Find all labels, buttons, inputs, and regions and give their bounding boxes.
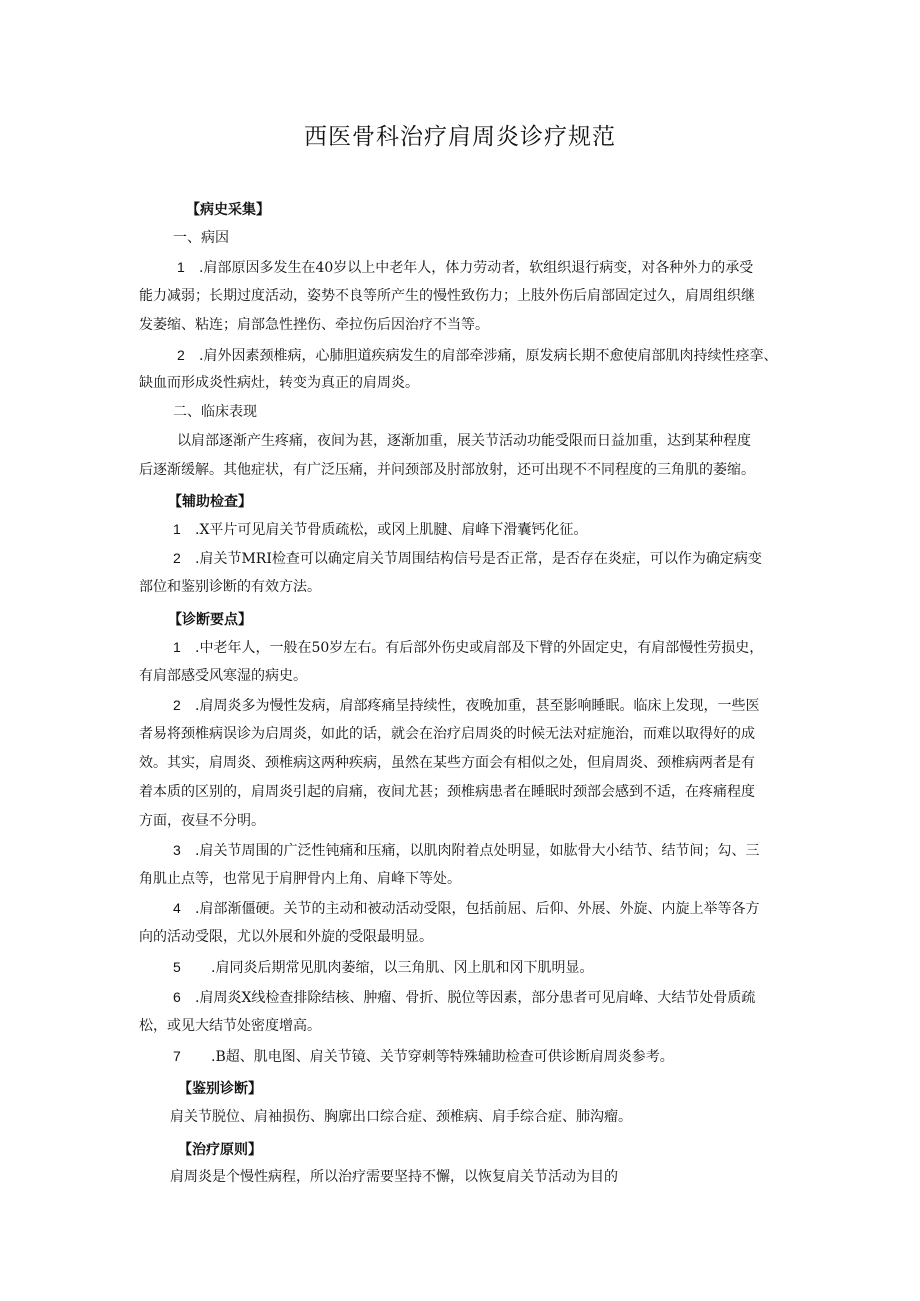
line-text: .肩周炎多为慢性发病，肩部疼痛呈持续性，夜晚加重，甚至影响睡眠。临床上发现，一些医 bbox=[195, 698, 760, 714]
line-text: .肩周炎X线检查排除结核、肿瘤、骨折、脱位等因素，部分患者可见肩峰、大结节处骨质疏 bbox=[195, 990, 756, 1006]
paragraph-line: 有肩部感受风寒湿的病史。 bbox=[139, 668, 307, 684]
paragraph-line bbox=[173, 698, 759, 713]
item-number: 2 bbox=[173, 550, 181, 566]
paragraph-line: 肩周炎是个慢性病程，所以治疗需要坚持不懈，以恢复肩关节活动为目的 bbox=[170, 1169, 618, 1185]
paragraph-line: 发萎缩、粘连；肩部急性挫伤、牵拉伤后因治疗不当等。 bbox=[139, 317, 489, 333]
item-number: 5 bbox=[173, 959, 181, 975]
paragraph-line: 方面，夜昼不分明。 bbox=[139, 813, 265, 829]
document-title: 西医骨科治疗肩周炎诊疗规范 bbox=[304, 124, 616, 150]
paragraph-line: 者易将颈椎病误诊为启周炎，如此的话，就会在治疗启周炎的时候无法对症施治，而难以取得好的成 bbox=[139, 726, 755, 742]
line-text: .中老年人，一般在50岁左右。有后部外伤史或肩部及下臂的外固定史，有肩部慢性劳损史， bbox=[195, 640, 764, 656]
line-text: .肩部渐僵硬。关节的主动和被动活动受限，包括前屈、后仰、外展、外旋、内旋上举等各方 bbox=[195, 901, 760, 917]
subheading-clinical: 二、临床表现 bbox=[173, 404, 257, 420]
section-heading-diagnosis: 【诊断要点】 bbox=[168, 612, 252, 628]
paragraph-line: 后逐渐缓解。其他症状，有广泛压痛，并问颈部及肘部放射，还可出现不不同程度的三角肌的萎缩。 bbox=[139, 462, 755, 478]
line-text: .肩关节MRI检查可以确定肩关节周围结构信号是否正常，是否存在炎症，可以作为确定病变 bbox=[195, 551, 762, 567]
line-text: .肩部原因多发生在40岁以上中老年人，体力劳动者，软组织退行病变，对各种外力的承受 bbox=[199, 260, 754, 276]
line-text: .肩同炎后期常见肌肉萎缩，以三角肌、冈上肌和冈下肌明显。 bbox=[211, 960, 594, 976]
paragraph-line bbox=[173, 1049, 674, 1064]
paragraph-line: 以肩部逐渐产生疼痛，夜间为甚，逐渐加重，展关节活动功能受限而日益加重，达到某种程度 bbox=[177, 433, 751, 449]
line-text: .肩关节周围的广泛性钝痛和压痛，以肌肉附着点处明显，如肱骨大小结节、结节间；勾、三 bbox=[195, 843, 760, 859]
section-heading-treatment: 【治疗原则】 bbox=[178, 1142, 262, 1158]
paragraph-line: 角肌止点等，也常见于肩胛骨内上角、肩峰下等处。 bbox=[139, 871, 461, 887]
item-number: 2 bbox=[173, 697, 181, 713]
section-heading-differential: 【鉴别诊断】 bbox=[178, 1081, 262, 1097]
line-text: .B超、肌电图、肩关节镜、关节穿刺等特殊辅助检查可供诊断肩周炎参考。 bbox=[211, 1049, 674, 1065]
paragraph-line bbox=[173, 522, 587, 537]
line-text: .肩外因素颈椎病，心肺胆道疾病发生的肩部牵涉痛，原发病长期不愈使肩部肌肉持续性痉挛、 bbox=[199, 348, 778, 364]
paragraph-line: 缺血而形成炎性病灶，转变为真正的肩周炎。 bbox=[139, 375, 419, 391]
item-number: 3 bbox=[173, 842, 181, 858]
paragraph-line bbox=[173, 551, 762, 566]
paragraph-line bbox=[173, 640, 763, 655]
paragraph-line: 着本质的区别的，肩周炎引起的肩痛，夜间尤甚；颈椎病患者在睡眠时颈部会感到不适，在疼痛程度 bbox=[139, 784, 755, 800]
item-number: 6 bbox=[173, 989, 181, 1005]
paragraph-line bbox=[177, 348, 777, 363]
paragraph-line bbox=[173, 901, 759, 916]
paragraph-line: 肩关节脱位、肩袖损伤、胸廓出口综合症、颈椎病、肩手综合症、肺沟瘤。 bbox=[170, 1109, 632, 1125]
paragraph-line bbox=[173, 843, 759, 858]
item-number: 1 bbox=[173, 639, 181, 655]
paragraph-line: 松，或见大结节处密度增高。 bbox=[139, 1018, 321, 1034]
paragraph-line: 部位和鉴别诊断的有效方法。 bbox=[139, 579, 321, 595]
item-number: 7 bbox=[173, 1048, 181, 1064]
line-text: .X平片可见肩关节骨质疏松，或冈上肌腱、肩峰下滑囊钙化征。 bbox=[195, 522, 588, 538]
item-number: 4 bbox=[173, 900, 181, 916]
paragraph-line bbox=[177, 260, 753, 275]
section-heading-auxiliary: 【辅助检查】 bbox=[168, 494, 252, 510]
paragraph-line bbox=[173, 990, 755, 1005]
item-number: 1 bbox=[173, 521, 181, 537]
item-number: 1 bbox=[177, 259, 185, 275]
subheading-etiology: 一、病因 bbox=[173, 230, 229, 246]
paragraph-line: 能力减弱；长期过度活动，姿势不良等所产生的慢性致伤力；上肢外伤后肩部固定过久，肩周组织继 bbox=[139, 288, 755, 304]
paragraph-line: 效。其实，肩周炎、颈椎病这两种疾病，虽然在某些方面会有相似之处，但肩周炎、颈椎病两者是有 bbox=[139, 755, 755, 771]
paragraph-line bbox=[173, 960, 593, 975]
paragraph-line: 向的活动受限，尤以外展和外旋的受限最明显。 bbox=[139, 929, 433, 945]
item-number: 2 bbox=[177, 347, 185, 363]
section-heading-history: 【病史采集】 bbox=[186, 202, 270, 218]
